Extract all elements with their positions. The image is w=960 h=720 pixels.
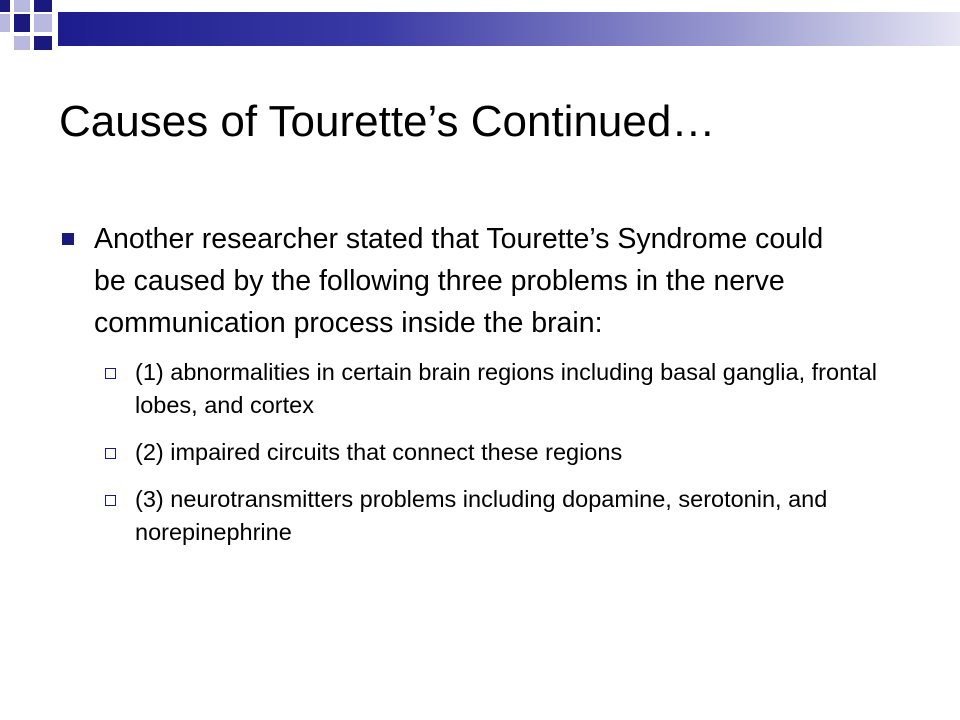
deco-square-9 — [0, 36, 10, 50]
main-bullet — [60, 218, 854, 344]
deco-square-3 — [0, 14, 10, 32]
main-bullet-text: Another researcher stated that Tourette’s Syndrome could be caused by the following three problems in the nerve communication process inside the brain: — [94, 223, 824, 339]
filled-square-icon — [62, 233, 74, 245]
hollow-square-icon — [105, 495, 116, 506]
deco-square-4 — [14, 14, 30, 32]
sub-bullet-text: (1) abnormalities in certain brain regions including basal ganglia, frontal lobes, and cortex — [135, 359, 877, 418]
slide-title: Causes of Tourette’s Continued… — [59, 97, 716, 146]
sub-bullet-2 — [105, 436, 895, 469]
slide-content — [60, 218, 920, 563]
sub-bullet-text: (3) neurotransmitters problems including dopamine, serotonin, and norepinephrine — [135, 486, 828, 545]
deco-square-7 — [14, 36, 30, 50]
sub-bullet-1 — [105, 356, 895, 422]
hollow-square-icon — [105, 368, 116, 379]
hollow-square-icon — [105, 448, 116, 459]
deco-square-1 — [0, 0, 10, 12]
deco-square-5 — [34, 0, 52, 12]
deco-square-6 — [34, 14, 52, 32]
sub-bullet-text: (2) impaired circuits that connect these regions — [135, 439, 623, 465]
sub-bullet-list — [105, 356, 920, 549]
sub-bullet-3 — [105, 483, 895, 549]
deco-square-8 — [34, 36, 52, 50]
deco-square-2 — [14, 0, 30, 12]
header-gradient-bar — [58, 12, 960, 46]
